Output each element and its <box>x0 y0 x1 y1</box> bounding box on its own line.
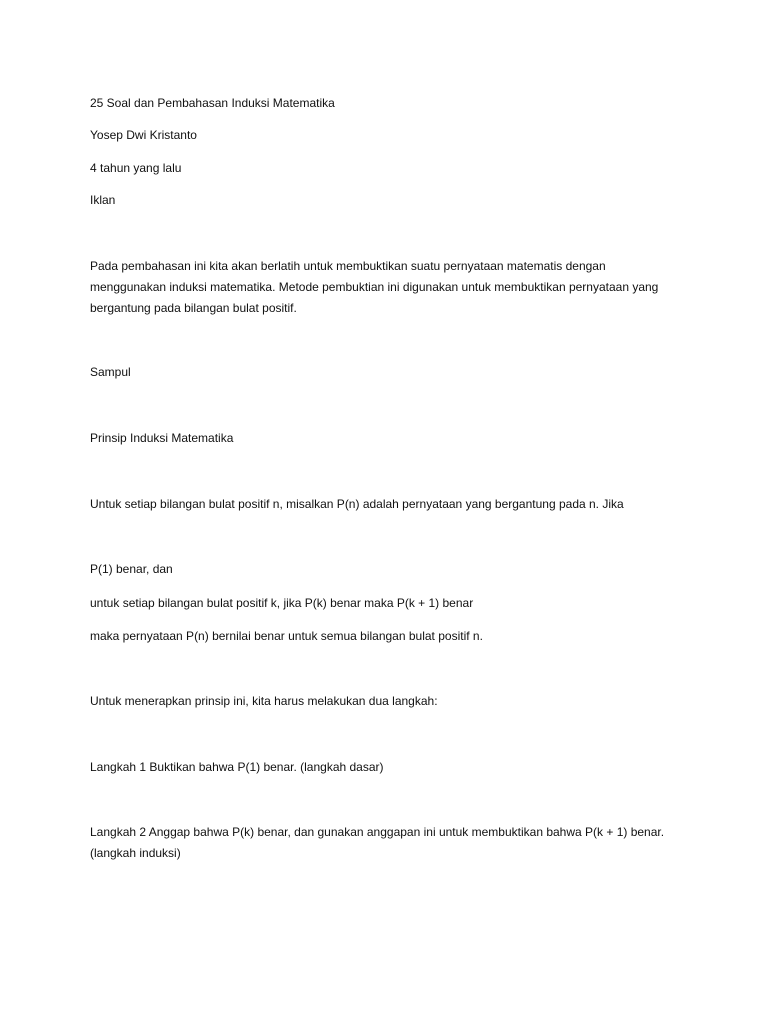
steps-intro: Untuk menerapkan prinsip ini, kita harus melakukan dua langkah: <box>90 694 438 708</box>
section-heading: Prinsip Induksi Matematika <box>90 431 234 445</box>
document-title: 25 Soal dan Pembahasan Induksi Matematika <box>90 96 335 110</box>
author-name: Yosep Dwi Kristanto <box>90 128 197 142</box>
publish-date: 4 tahun yang lalu <box>90 161 182 175</box>
condition-2: untuk setiap bilangan bulat positif k, jika P(k) benar maka P(k + 1) benar <box>90 596 474 610</box>
condition-1: P(1) benar, dan <box>90 562 173 576</box>
ad-label: Iklan <box>90 193 116 207</box>
step-1: Langkah 1 Buktikan bahwa P(1) benar. (langkah dasar) <box>90 760 384 774</box>
cover-label: Sampul <box>90 365 131 379</box>
conclusion: maka pernyataan P(n) bernilai benar untuk semua bilangan bulat positif n. <box>90 629 483 643</box>
principle-statement: Untuk setiap bilangan bulat positif n, misalkan P(n) adalah pernyataan yang bergantung pada n. Jika <box>90 497 624 511</box>
step-2: Langkah 2 Anggap bahwa P(k) benar, dan gunakan anggapan ini untuk membuktikan bahwa P(k + 1) benar. (langkah induksi) <box>90 825 665 860</box>
intro-paragraph: Pada pembahasan ini kita akan berlatih untuk membuktikan suatu pernyataan matematis dengan menggunakan induksi matematika. Metode pembuktian ini digunakan untuk membuktikan pernyataan yang bergantung pada bilangan bulat positif. <box>90 259 659 315</box>
